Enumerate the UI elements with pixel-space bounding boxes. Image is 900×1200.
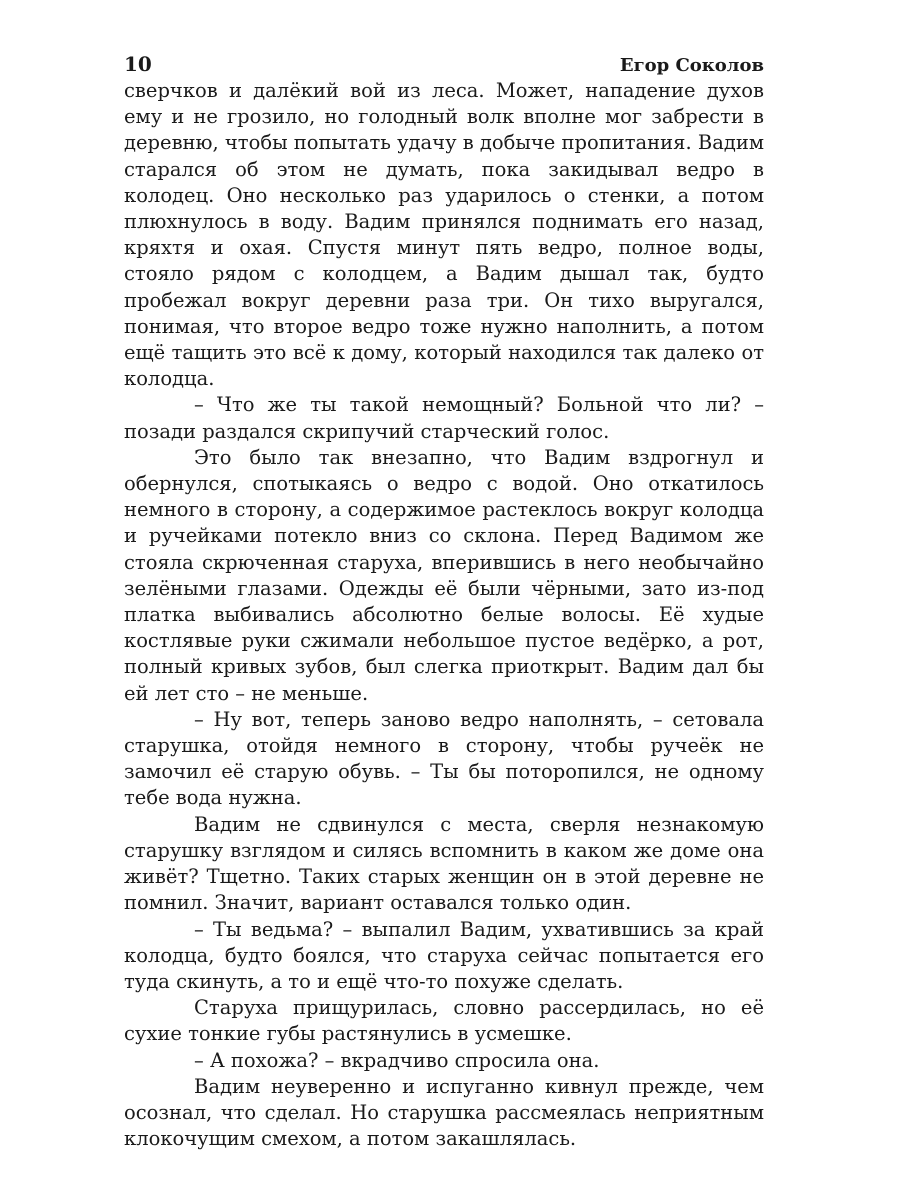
paragraph: – Ну вот, теперь заново ведро наполнять, – сетовала старушка, отойдя немного в сторону, чтобы ручеёк не замочил её старую обувь. – Ты бы поторопился, не одному тебе вода нужна. — [124, 707, 764, 810]
paragraph: – А похожа? – вкрадчиво спросила она. — [194, 1048, 600, 1072]
paragraph: сверчков и далёкий вой из леса. Может, нападение духов ему и не грозило, но голодный волк вполне мог забрести в деревню, чтобы попытать удачу в добыче пропитания. Вадим старался об этом не думать, пока закидывал ведро в колодец. Оно несколько раз ударилось о стенки, а потом плюхнулось в воду. Вадим принялся поднимать его назад, кряхтя и охая. Спустя минут пять ведро, полное воды, стояло рядом с колодцем, а Вадим дышал так, будто пробежал вокруг деревни раза три. Он тихо выругался, понимая, что второе ведро тоже нужно наполнить, а потом ещё тащить это всё к дому, который находился так далеко от колодца. — [124, 79, 764, 391]
running-head — [124, 44, 764, 78]
book-page — [124, 44, 764, 1152]
text-body — [124, 78, 764, 1152]
author-name: Егор Соколов — [619, 55, 764, 76]
paragraph: – Что же ты такой немощный? Больной что ли? – позади раздался скрипучий старческий голос. — [124, 393, 764, 443]
paragraph: Вадим неуверенно и испуганно кивнул прежде, чем осознал, что сделал. Но старушка рассмеялась неприятным клокочущим смехом, а потом закашлялась. — [124, 1074, 764, 1151]
page-number: 10 — [124, 52, 152, 76]
paragraph: – Ты ведьма? – выпалил Вадим, ухватившись за край колодца, будто боялся, что старуха сейчас попытается его туда скинуть, а то и ещё что-то похуже сделать. — [124, 917, 764, 993]
paragraph: Вадим не сдвинулся с места, сверля незнакомую старушку взглядом и силясь вспомнить в каком же доме она живёт? Тщетно. Таких старых женщин он в этой деревне не помнил. Значит, вариант оставался только один. — [124, 812, 764, 915]
paragraph: Старуха прищурилась, словно рассердилась, но её сухие тонкие губы растянулись в усмешке. — [124, 996, 764, 1046]
paragraph: Это было так внезапно, что Вадим вздрогнул и обернулся, спотыкаясь о ведро с водой. Оно откатилось немного в сторону, а содержимое растеклось вокруг колодца и ручейками потекло вниз со склона. Перед Вадимом же стояла скрюченная старуха, вперившись в него необычайно зелёными глазами. Одежды её были чёрными, зато из-под платка выбивались абсолютно белые волосы. Её худые костлявые руки сжимали небольшое пустое ведёрко, а рот, полный кривых зубов, был слегка приоткрыт. Вадим дал бы ей лет сто – не меньше. — [124, 445, 764, 705]
